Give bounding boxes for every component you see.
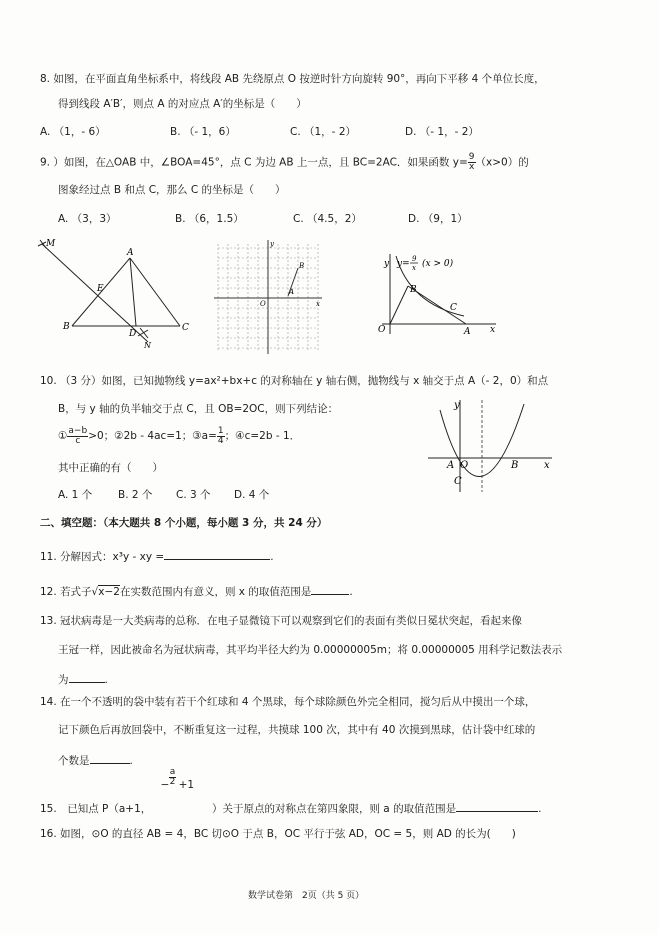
label-m: M (46, 239, 56, 249)
curve-label-x: x (490, 325, 496, 335)
curve-label-b: B (410, 285, 417, 295)
figure-grid (212, 238, 324, 356)
q8-line1: 8. 如图，在平面直角坐标系中，将线段 AB 先绕原点 O 按逆时针方向旋转 90°，再向下平移 4 个单位长度， (40, 73, 545, 85)
grid-label-x: x (316, 300, 320, 308)
q9-options (58, 212, 468, 226)
parabola-label-b: B (511, 460, 519, 471)
q11 (40, 548, 274, 564)
q10-item3-frac (217, 427, 225, 446)
q8-option-d: D. （- 1，- 2） (405, 126, 479, 138)
q10-item1-den: c (75, 435, 81, 446)
q10-item3-post: ；④c=2b - 1． (224, 430, 301, 442)
parabola-label-x: x (544, 460, 550, 471)
curve-label-y-axis: y (384, 259, 390, 269)
page-footer: 数学试卷第 2页（共 5 页） (248, 891, 365, 901)
q13-answer-blank[interactable] (69, 671, 105, 683)
q8-option-b: B. （- 1，6） (170, 126, 236, 138)
q14-answer-blank[interactable] (90, 752, 130, 764)
q10-items (58, 426, 300, 446)
q10-line1: 10. （3 分）如图，已知抛物线 y=ax²+bx+c 的对称轴在 y 轴右侧，抛物线与 x 轴交于点 A（- 2，0）和点 (40, 375, 549, 387)
q13-line2: 王冠一样，因此被命名为冠状病毒，其平均半径大约为 0.00000005m；将 0.00000005 用科学记数法表示 (58, 644, 563, 656)
curve-frac-num: 9 (412, 255, 417, 263)
q15-exp-num: a (169, 767, 176, 777)
q15 (40, 767, 542, 816)
parabola-label-c: C (454, 476, 462, 487)
label-c: C (182, 323, 189, 333)
curve-label-eq: y= (397, 259, 410, 269)
q8-option-c: C. （1，- 2） (290, 126, 356, 138)
label-d: D (129, 329, 137, 339)
q10-item3-den: 4 (217, 435, 224, 446)
q8-options (40, 125, 479, 139)
q9-option-d: D. （9，1） (408, 213, 468, 225)
q12-pre: 12. 若式子 (40, 586, 92, 598)
q10-item1-pre: ① (58, 430, 68, 442)
q12 (40, 583, 353, 599)
figure-triangle (28, 236, 198, 356)
q15-exponent (155, 767, 209, 812)
q15-answer-blank[interactable] (456, 800, 538, 812)
q10-item1-post: >0；②2b - 4ac=1；③a= (88, 430, 217, 442)
q11-text: 11. 分解因式：x³y - xy = (40, 551, 165, 563)
curve-label-a: A (464, 327, 471, 337)
label-n: N (144, 341, 151, 350)
q8-option-a: A. （1，- 6） (40, 126, 106, 138)
q14-line2: 记下颜色后再放回袋中，不断重复这一过程，共摸球 100 次，其中有 40 次摸到黑球，估计袋中红球的 (58, 724, 536, 736)
grid-label-y: y (270, 240, 274, 248)
label-b: B (63, 322, 70, 332)
q13-end: . (104, 674, 108, 686)
curve-label-o: O (378, 325, 386, 335)
q15-exp-frac (169, 768, 177, 787)
q9-option-b: B. （6，1.5） (175, 213, 244, 225)
q10-option-a: A. 1 个 (58, 489, 93, 501)
q9-fraction (468, 153, 476, 172)
q12-answer-blank[interactable] (311, 583, 349, 595)
q13-line1: 13. 冠状病毒是一大类病毒的总称．在电子显微镜下可以观察到它们的表面有类似日冕状突起，看起来像 (40, 615, 523, 627)
parabola-label-a: A (447, 460, 455, 471)
q13-line3-text: 为 (58, 674, 69, 686)
curve-frac-den: x (412, 264, 416, 272)
q10-line2: B，与 y 轴的负半轴交于点 C，且 OB=2OC，则下列结论： (58, 403, 339, 415)
q12-radicand: x−2 (98, 586, 120, 598)
q10-option-d: D. 4 个 (234, 489, 270, 501)
curve-label-c: C (450, 303, 457, 313)
figure-parabola (424, 396, 556, 494)
q15-exp-neg: − (160, 779, 170, 791)
q9-frac-den: x (468, 162, 475, 172)
q9-line1-pre: 9. ）如图，在△OAB 中，∠BOA=45°，点 C 为边 AB 上一点，且 BC=2AC．如果函数 y= (40, 156, 468, 169)
q12-end: . (349, 586, 353, 598)
label-e: E (97, 284, 104, 294)
figure-hyperbola (368, 246, 502, 338)
grid-label-o: O (260, 300, 266, 308)
curve-cond: (x > 0) (422, 259, 454, 269)
q15-end: . (538, 803, 542, 815)
q15-exp-den: 2 (169, 777, 176, 787)
q15-post: ）关于原点的对称点在第四象限，则 a 的取值范围是 (211, 803, 457, 815)
q9-option-c: C. （4.5，2） (293, 213, 362, 225)
q11-end: . (270, 551, 274, 563)
grid-label-b: B (299, 262, 305, 270)
q14-line1: 14. 在一个不透明的袋中装有若干个红球和 4 个黑球，每个球除颜色外完全相同，搅匀后从中摸出一个球， (40, 696, 536, 708)
q10-item1-num: a−b (68, 425, 88, 436)
q10-option-c: C. 3 个 (176, 489, 211, 501)
q16-text: 16. 如图，⊙O 的直径 AB = 4，BC 切⊙O 于点 B，OC 平行于弦 AD，OC = 5，则 AD 的长为( ) (40, 828, 516, 840)
parabola-label-o: O (460, 460, 469, 471)
q10-line4: 其中正确的有（ ） (58, 462, 163, 474)
q14-line3-text: 个数是 (58, 755, 90, 767)
q9-line1-post: （x>0）的 (475, 156, 529, 169)
q9-line1 (40, 153, 529, 172)
q15-pre: 15. 已知点 P（a+1， (40, 803, 152, 815)
q10-item1-frac (67, 427, 88, 446)
section2-title: 二、填空题：（本大题共 8 个小题，每小题 3 分，共 24 分） (40, 517, 328, 529)
q10-options (58, 488, 269, 502)
q10-item3-num: 1 (217, 425, 224, 436)
q10-option-b: B. 2 个 (118, 489, 153, 501)
q9-option-a: A. （3，3） (58, 213, 117, 225)
parabola-label-y: y (454, 400, 460, 411)
q8-line2: 得到线段 A′B′，则点 A 的对应点 A′的坐标是（ ） (58, 98, 307, 110)
sqrt-sign: √ (91, 586, 99, 598)
label-a: A (127, 248, 134, 258)
q14-end: . (129, 755, 133, 767)
q9-line2: 图象经过点 B 和点 C，那么 C 的坐标是（ ） (58, 184, 286, 196)
q9-frac-num: 9 (468, 152, 475, 162)
q15-exp-post: +1 (178, 779, 195, 791)
q12-post: 在实数范围内有意义，则 x 的取值范围是 (119, 586, 312, 598)
q11-answer-blank[interactable] (164, 548, 270, 560)
grid-label-a: A (289, 288, 295, 296)
q14-line3 (58, 752, 133, 768)
q13-line3 (58, 671, 108, 687)
